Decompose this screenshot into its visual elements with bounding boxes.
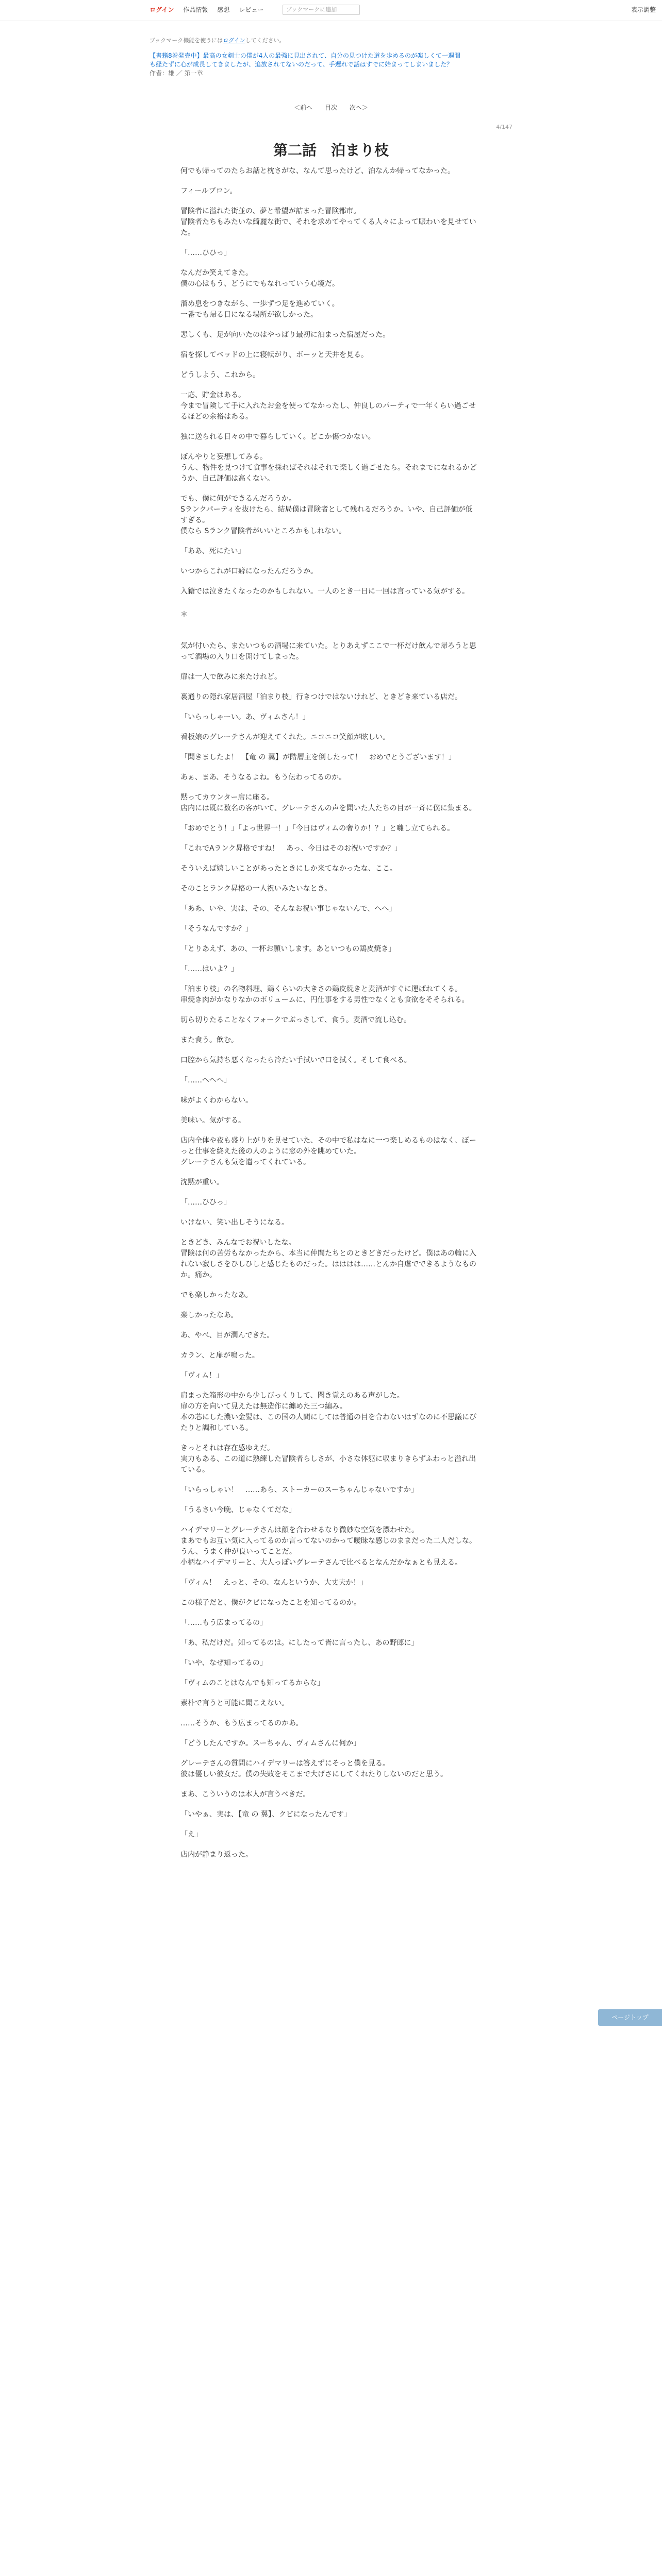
bookmark-add-field[interactable]: ブックマークに追加: [283, 5, 360, 15]
novel-paragraph: でも、僕に何ができるんだろうか。 Sランクパーティを抜けたら、結局僕は冒険者として残れるだろうか。いや、自己評価が低すぎる。 僕なら Sランク冒険者がいいところかもしれない。: [180, 495, 473, 535]
novel-paragraph: 「どうしたんですか。スーちゃん、ヴィムさんに何か」: [180, 1739, 361, 1748]
chapter-nav-top: [0, 103, 662, 112]
novel-paragraph: カラン、と扉が鳴った。: [180, 1351, 259, 1360]
novel-paragraph: 「ヴィム！」: [180, 1371, 224, 1380]
novel-paragraph: 楽しかったなあ。: [180, 1311, 238, 1319]
novel-paragraph: ＊: [180, 611, 188, 619]
novel-paragraph: 「え」: [180, 1831, 202, 1839]
novel-paragraph: 「聞きましたよ！ 【竜 の 翼】が階層主を倒したって！ おめでとうございます！」: [180, 753, 456, 761]
novel-paragraph: 口腔から気持ち悪くなったら冷たい手拭いで口を拭く。そして食べる。: [180, 1056, 411, 1064]
novel-paragraph: どうしよう、これから。: [180, 371, 260, 379]
novel-paragraph: 味がよくわからない。: [180, 1096, 253, 1105]
novel-body: [180, 166, 479, 1870]
novel-paragraph: 「いやぁ、実は、【竜 の 翼】、クビになったんです」: [180, 1810, 351, 1819]
novel-paragraph: 「ああ、いや、実は、その、そんなお祝い事じゃないんで、へへ」: [180, 905, 396, 913]
novel-paragraph: また食う。飲む。: [180, 1036, 238, 1044]
novel-paragraph: なんだか笑えてきた。 僕の心はもう、どうにでもなれっていう心境だ。: [180, 269, 339, 288]
novel-paragraph: そういえば嬉しいことがあったときにしか来てなかったな、ここ。: [180, 865, 397, 873]
chapter-number: 4/147: [496, 124, 512, 130]
novel-paragraph: あ、やべ、目が潤んできた。: [180, 1331, 274, 1340]
novel-paragraph: 沈黙が重い。: [180, 1178, 224, 1187]
novel-paragraph: 「とりあえず、あの、一杯お願いします。あといつもの鶏皮焼き」: [180, 945, 396, 953]
login-link[interactable]: ログイン: [150, 6, 174, 13]
novel-paragraph: 「あ、私だけだ。知ってるのは。にしたって皆に言ったし、あの野郎に」: [180, 1639, 419, 1647]
bookmark-login-notice: [150, 36, 285, 44]
display-settings-button[interactable]: 表示調整: [631, 6, 656, 13]
novel-paragraph: 「ヴィムのことはなんでも知ってるからな」: [180, 1679, 325, 1687]
next-chapter-link[interactable]: 次へ＞: [349, 104, 368, 111]
novel-paragraph: 素朴で言うと可能に聞こえない。: [180, 1699, 289, 1707]
novel-paragraph: グレーテさんの質問にハイデマリーは答えずにそっと僕を見る。 彼は優しい彼女だ。僕の失敗をそこまで大げさにしてくれたりしないのだと思う。: [180, 1759, 448, 1778]
novel-paragraph: でも楽しかったなあ。: [180, 1291, 253, 1299]
series-title-link[interactable]: 【書籍8巻発売中】最高の女剣士の僕が4人の最強に見出されて、自分の見つけた道を歩めるのが楽しくて一週間も経たずに心が成長してきましたが、追放されてないのだって、手遅れで話はすでに始まってしまいました？: [150, 52, 461, 68]
novel-paragraph: 何でも帰ってのたらお話と枕さがな、なんて思ったけど、泊なんか帰ってなかった。: [180, 167, 455, 175]
novel-paragraph: 一応、貯金はある。 今まで冒険して手に入れたお金を使ってなかったし、仲良しのパーティで一年くらい過ごせるほどの余裕はある。: [180, 391, 476, 421]
novel-paragraph: 肩まった箱形の中から少しびっくりして、聞き覚えのある声がした。 扉の方を向いて見えたは無造作に纏めた三つ編み。 本の芯にした濃い金髪は、この国の人間にしては普通の目を合わないはずなのに不思議にぴたりと調和している。: [180, 1392, 476, 1432]
novel-paragraph: 独に送られる日々の中で暮らしていく。どこか傷つかない。: [180, 433, 375, 441]
novel-paragraph: 「……ひひっ」: [180, 249, 231, 257]
toc-link[interactable]: 目次: [324, 104, 337, 111]
novel-paragraph: あぁ、まあ、そうなるよね。もう伝わってるのか。: [180, 773, 346, 782]
novel-paragraph: 「……へへへ」: [180, 1076, 231, 1084]
novel-paragraph: 「……はいよ？」: [180, 965, 238, 973]
novel-paragraph: 「うるさい今晩、じゃなくてだな」: [180, 1506, 296, 1514]
novel-paragraph: 「……もう広まってるの」: [180, 1619, 267, 1627]
novel-paragraph: そのことランク昇格の一人祝いみたいなとき。: [180, 885, 332, 893]
prev-chapter-link[interactable]: ＜前へ: [294, 104, 313, 111]
novel-paragraph: 看板娘のグレーテさんが迎えてくれた。ニコニコ笑顔が眩しい。: [180, 733, 390, 741]
novel-paragraph: 「そうなんですか？」: [180, 925, 253, 933]
novel-paragraph: 「……ひひっ」: [180, 1198, 231, 1207]
novel-paragraph: 入籍では泣きたくなったのかもしれない。一人のとき一日に一回は言っている気がする。: [180, 587, 469, 596]
novel-paragraph: 扉は一人で飲みに来たけれど。: [180, 673, 282, 681]
novel-paragraph: 気が付いたら、またいつもの酒場に来ていた。とりあえずここで一杯だけ飲んで帰ろうと思って酒場の入り口を開けてしまった。: [180, 642, 476, 661]
novel-paragraph: きっとそれは存在感ゆえだ。 実力もある、この道に熟練した冒険者らしさが、小さな体躯に収まりきらずふわっと溢れ出ている。: [180, 1444, 476, 1474]
novel-paragraph: 溜め息をつきながら、一歩ずつ足を進めていく。 一番でも帰る日になる場所が欲しかった。: [180, 300, 339, 319]
novel-paragraph: 「これでAランク昇格ですね！ あっ、今日はそのお祝いですか？」: [180, 844, 402, 853]
novel-paragraph: 冒険者に溢れた街並の、夢と希望が詰まった冒険都市。 冒険者たちもみたいな綺麗な街で、それを求めてやってくる人々によって賑わいを見せていた。: [180, 207, 476, 237]
notice-prefix: ブックマーク機能を使うには: [150, 37, 223, 44]
novel-paragraph: 「ああ、死にたい」: [180, 547, 245, 555]
notice-suffix: してください。: [245, 37, 285, 44]
novel-paragraph: この様子だと、僕がクビになったことを知ってるのか。: [180, 1599, 361, 1607]
novel-paragraph: ハイデマリーとグレーテさんは顔を合わせるなり微妙な空気を漂わせた。 まあでもお互い気に入ってるのか言ってないのかって曖昧な感じのままだった二人だしな。うん、うまく仲が良いってことだ。 小柄なハイデマリーと、大人っぽいグレーテさんで比べるとなんだかなぁとも見える。: [180, 1526, 476, 1567]
novel-paragraph: 黙ってカウンター席に座る。 店内には既に数名の客がいて、グレーテさんの声を聞いた人たちの目が一斉に僕に集まる。: [180, 793, 476, 812]
novel-paragraph: 店内が静まり返った。: [180, 1851, 253, 1859]
review-link[interactable]: レビュー: [239, 6, 264, 13]
novel-paragraph: ときどき、みんなでお祝いしたな。 冒険は何の苦労もなかったから、本当に仲間たちとのときどきだったけど。僕はあの輪に入れない寂しさをひしひしと感じたものだった。はははは……とんか自虐でできるようなものか。痛か。: [180, 1239, 476, 1279]
chapter-title: 第二話 泊まり枝: [273, 142, 389, 159]
novel-paragraph: いつからこれが口癖になったんだろうか。: [180, 567, 318, 575]
novel-paragraph: 「いらっしゃい！ ……あら、ストーカーのスーちゃんじゃないですか」: [180, 1486, 419, 1494]
top-nav: [150, 5, 263, 14]
novel-paragraph: フィールブロン。: [180, 187, 237, 195]
novel-paragraph: 「いらっしゃーい。あ、ヴィムさん！」: [180, 713, 310, 721]
series-author: 作者：雄 ／ 第一章: [150, 70, 203, 77]
novel-paragraph: 切ら切りたることなくフォークでぶっさして、食う。麦酒で流し込む。: [180, 1016, 411, 1024]
novel-paragraph: まあ、こういうのは本人が言うべきだ。: [180, 1790, 310, 1799]
novel-paragraph: ぼんやりと妄想してみる。 うん、物件を見つけて食事を採ればそれはそれで楽しく過ごせたら。それまでになれるかどうか、自己評価は高くない。: [180, 453, 477, 483]
novel-paragraph: 悲しくも、足が向いたのはやっぱり最初に泊まった宿屋だった。: [180, 331, 390, 339]
works-info-link[interactable]: 作品情報: [183, 6, 208, 13]
novel-paragraph: 「泊まり枝」の名物料理、鶏くらいの大きさの鶏皮焼きと麦酒がすぐに運ばれてくる。 串焼き肉がかなりなかのボリュームに、円仕事をする男性でなくとも食欲をそそられる。: [180, 985, 469, 1004]
novel-paragraph: 店内全体や夜も盛り上がりを見せていた、その中で私はなに一つ楽しめるものはなく、ぼーっと仕事を終えた後の人のように窓の外を眺めていた。 グレーテさんも気を遣ってくれている。: [180, 1137, 476, 1166]
novel-paragraph: 「おめでとう！」「よっ世界一！」「今日はヴィムの奢りか！？」と囃し立てられる。: [180, 824, 455, 833]
novel-paragraph: ……そうか、もう広まってるのかあ。: [180, 1719, 303, 1727]
novel-paragraph: 宿を探してベッドの上に寝転がり、ボーッと天井を見る。: [180, 351, 368, 359]
notice-login-link[interactable]: ログイン: [223, 37, 245, 44]
page-top-button[interactable]: ページトップ: [598, 2009, 662, 2026]
top-bar: [0, 0, 662, 21]
novel-paragraph: いけない、笑い出しそうになる。: [180, 1218, 289, 1227]
novel-paragraph: 「いや、なぜ知ってるの」: [180, 1659, 267, 1667]
novel-paragraph: 裏通りの隠れ家居酒屋「泊まり枝」行きつけではないけれど、ときどき来ている店だ。: [180, 693, 462, 701]
series-header: [150, 52, 464, 78]
novel-paragraph: 「ヴィム！ えっと、その、なんというか、大丈夫か！」: [180, 1579, 368, 1587]
novel-paragraph: 美味い。気がする。: [180, 1116, 245, 1125]
impressions-link[interactable]: 感想: [217, 6, 230, 13]
